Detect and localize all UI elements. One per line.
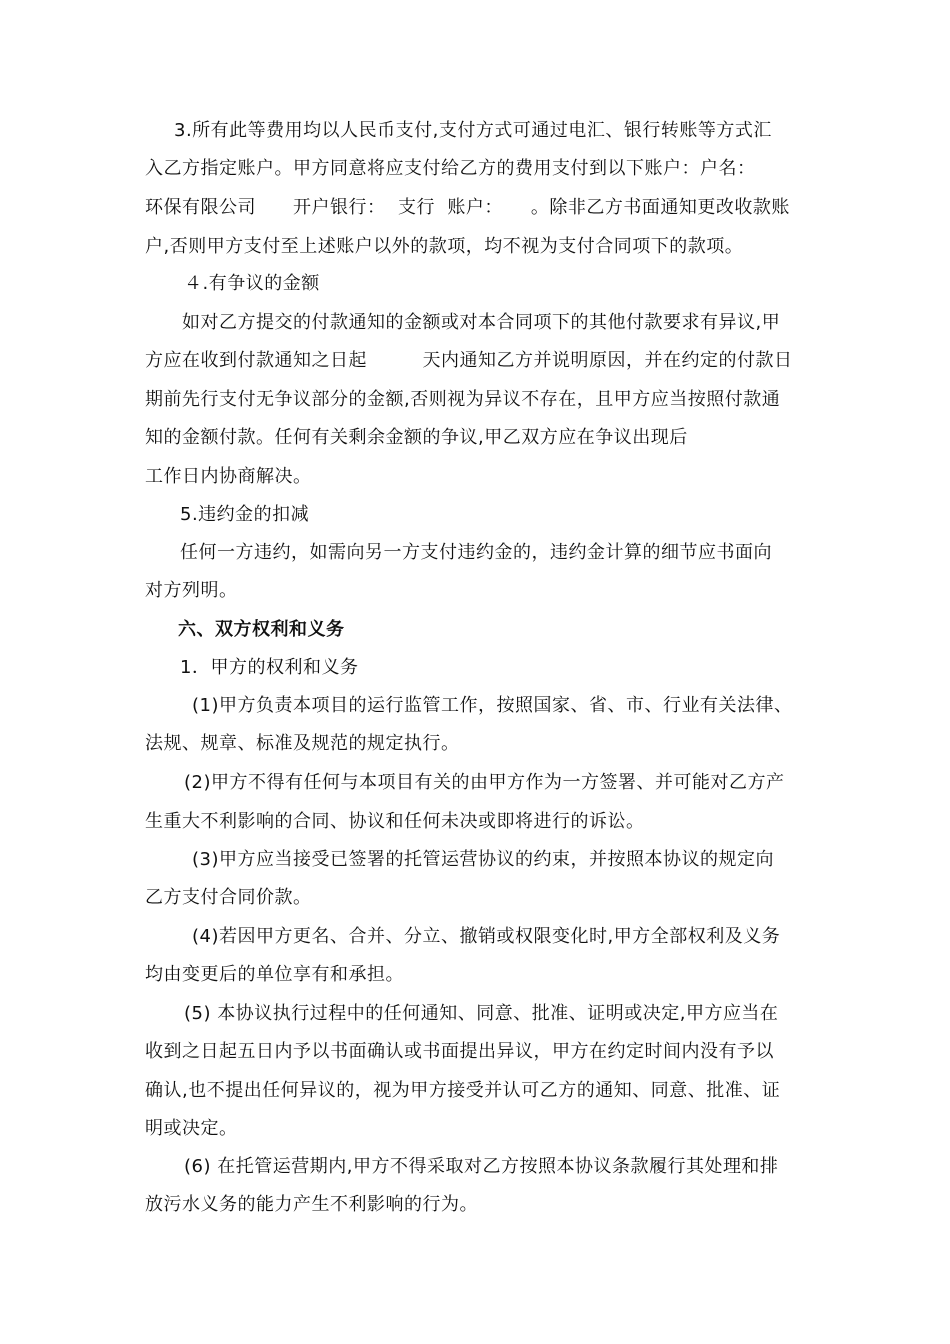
chapter-heading: 六、双方权利和义务	[178, 619, 345, 640]
paragraph-line: 入乙方指定账户。甲方同意将应支付给乙方的费用支付到以下账户：户名：	[145, 158, 756, 179]
paragraph-line: 放污水义务的能力产生不利影响的行为。	[145, 1194, 478, 1215]
paragraph-line: 乙方支付合同价款。	[145, 887, 312, 908]
paragraph-line: 3.所有此等费用均以人民币支付,支付方式可通过电汇、银行转账等方式汇	[174, 120, 772, 141]
paragraph-line: 对方列明。	[145, 580, 238, 601]
paragraph-line: (5) 本协议执行过程中的任何通知、同意、批准、证明或决定,甲方应当在	[184, 1003, 779, 1024]
paragraph-line: (2)甲方不得有任何与本项目有关的由甲方作为一方签署、并可能对乙方产	[184, 772, 785, 793]
paragraph-line: (3)甲方应当接受已签署的托管运营协议的约束，并按照本协议的规定向	[192, 849, 774, 870]
paragraph-line: 生重大不利影响的合同、协议和任何未决或即将进行的诉讼。	[145, 811, 645, 832]
paragraph-line: 知的金额付款。任何有关剩余金额的争议,甲乙双方应在争议出现后	[145, 427, 688, 448]
paragraph-line: 方应在收到付款通知之日起 天内通知乙方并说明原因，并在约定的付款日	[145, 350, 793, 371]
paragraph-line: 任何一方违约，如需向另一方支付违约金的，违约金计算的细节应书面向	[180, 542, 772, 563]
paragraph-line: 工作日内协商解决。	[145, 466, 312, 487]
paragraph-line: 环保有限公司 开户银行： 支行 账户： 。除非乙方书面通知更改收款账	[145, 197, 790, 218]
paragraph-line: (1)甲方负责本项目的运行监管工作，按照国家、省、市、行业有关法律、	[192, 695, 793, 716]
paragraph-line: (6) 在托管运营期内,甲方不得采取对乙方按照本协议条款履行其处理和排	[184, 1156, 779, 1177]
paragraph-line: 如对乙方提交的付款通知的金额或对本合同项下的其他付款要求有异议,甲	[182, 312, 781, 333]
section-heading: 5.违约金的扣减	[180, 504, 310, 525]
paragraph-line: 确认,也不提出任何异议的，视为甲方接受并认可乙方的通知、同意、批准、证	[145, 1080, 781, 1101]
paragraph-line: 期前先行支付无争议部分的金额,否则视为异议不存在，且甲方应当按照付款通	[145, 389, 781, 410]
paragraph-line: 法规、规章、标准及规范的规定执行。	[145, 733, 460, 754]
paragraph-line: 均由变更后的单位享有和承担。	[145, 964, 404, 985]
section-heading: 1．甲方的权利和义务	[180, 657, 359, 678]
section-heading: ４.有争议的金额	[184, 273, 320, 294]
paragraph-line: 户,否则甲方支付至上述账户以外的款项，均不视为支付合同项下的款项。	[145, 236, 744, 257]
paragraph-line: (4)若因甲方更名、合并、分立、撤销或权限变化时,甲方全部权利及义务	[192, 926, 781, 947]
paragraph-line: 明或决定。	[145, 1118, 238, 1139]
paragraph-line: 收到之日起五日内予以书面确认或书面提出异议，甲方在约定时间内没有予以	[145, 1041, 774, 1062]
